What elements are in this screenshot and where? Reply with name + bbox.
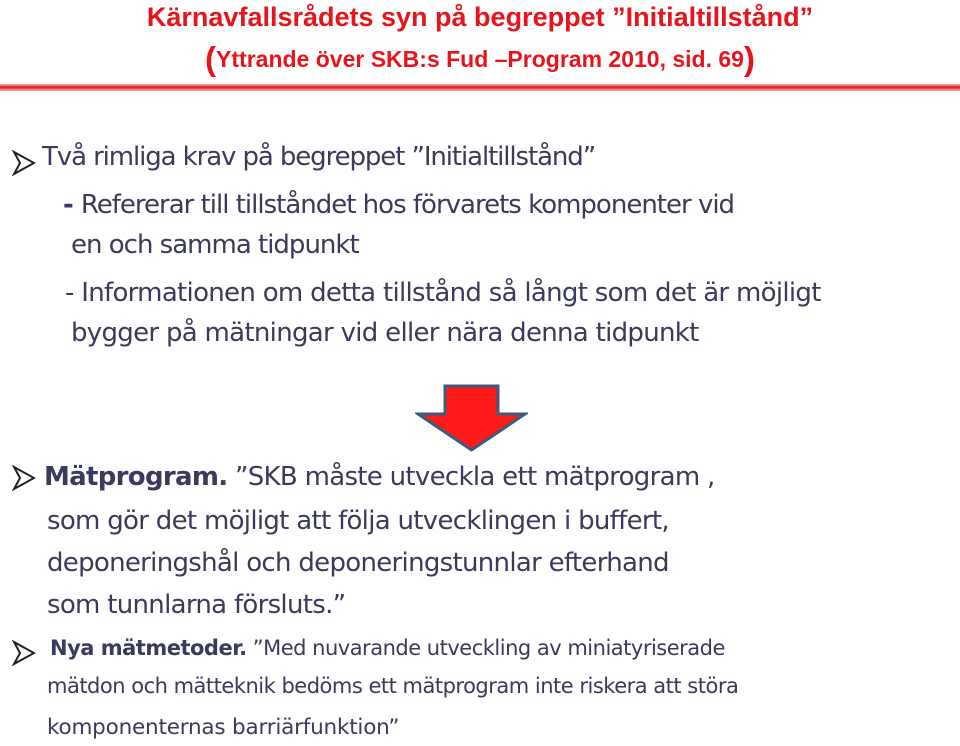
- title-divider: [0, 84, 960, 91]
- item1-text: Refererar till tillståndet hos förvarets komponenter vid: [80, 190, 735, 220]
- section2-line2: som gör det möjligt att följa utvecklingen i buffert,: [47, 506, 669, 536]
- section2-lead: Mätprogram.: [44, 462, 228, 492]
- section1-item2-line2: bygger på mätningar vid eller nära denna tidpunkt: [71, 318, 699, 348]
- section3-line3: komponenternas barriärfunktion”: [47, 715, 400, 740]
- section3-line1: [50, 636, 725, 660]
- section1-heading: Två rimliga krav på begreppet ”Initialtillstånd”: [42, 142, 596, 172]
- section3-quote-start: ”Med nuvarande utveckling av miniatyriserade: [246, 636, 725, 660]
- subtitle-open-paren: (: [205, 40, 217, 77]
- section1-item1-line1: [63, 190, 734, 220]
- down-arrow-icon: [415, 384, 528, 454]
- section1-item2-line1: - Informationen om detta tillstånd så långt som det är möjligt: [65, 278, 821, 308]
- arrowhead-bullet-icon: [12, 640, 36, 666]
- section3-line2: mätdon och mätteknik bedöms ett mätprogram inte riskera att störa: [47, 674, 739, 698]
- item1-dash: -: [63, 190, 81, 220]
- subtitle-text: Yttrande över SKB:s Fud –Program 2010, sid. 69: [216, 46, 744, 72]
- slide-title: Kärnavfallsrådets syn på begreppet ”Initialtillstånd”: [146, 2, 814, 32]
- section2-line4: som tunnlarna försluts.”: [47, 590, 346, 620]
- subtitle-close-paren: ): [743, 40, 755, 77]
- section2-quote-start: ”SKB måste utveckla ett mätprogram ,: [227, 462, 715, 492]
- arrowhead-bullet-icon: [12, 465, 36, 491]
- section2-line1: [44, 462, 715, 492]
- section3-lead: Nya mätmetoder.: [50, 636, 247, 660]
- section2-line3: deponeringshål och deponeringstunnlar efterhand: [47, 548, 669, 578]
- arrowhead-bullet-icon: [12, 150, 36, 176]
- section1-item1-line2: en och samma tidpunkt: [71, 230, 359, 260]
- slide-subtitle: [0, 40, 960, 78]
